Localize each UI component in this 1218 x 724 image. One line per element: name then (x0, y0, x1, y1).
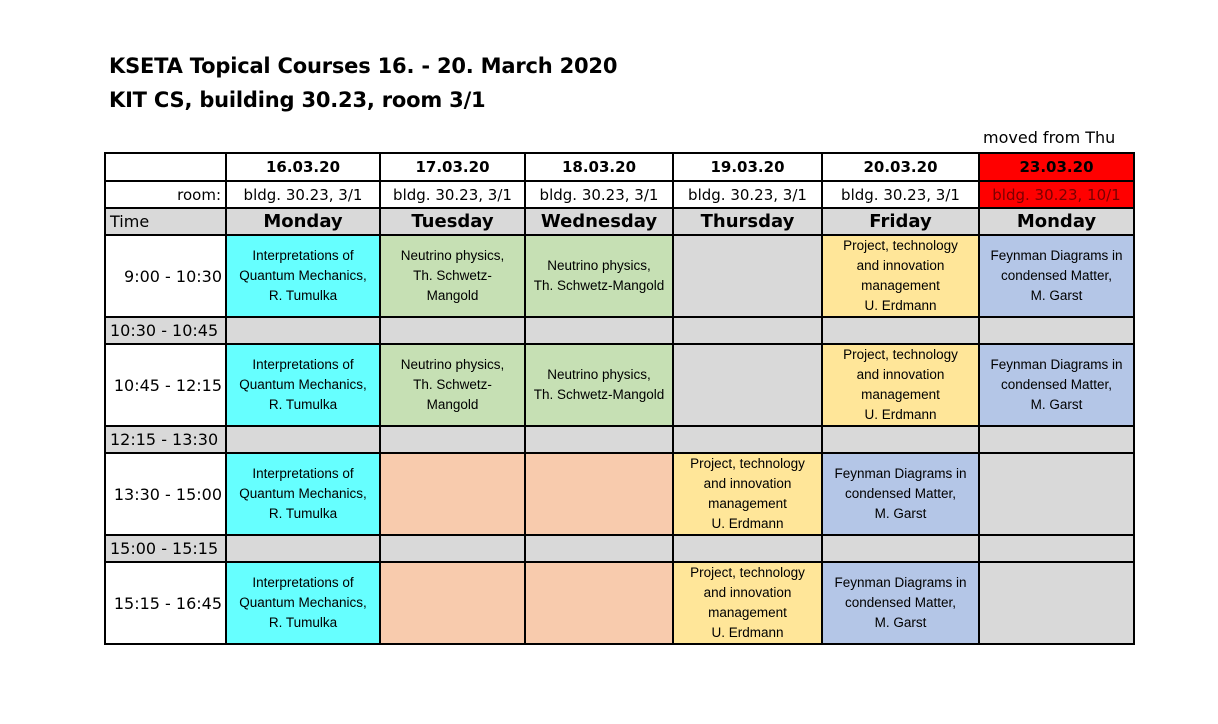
day-cell: Wednesday (525, 208, 673, 235)
course-neutrino: Neutrino physics, Th. Schwetz- Mangold (380, 235, 525, 317)
room-cell: bldg. 30.23, 3/1 (822, 181, 979, 208)
date-cell-moved: 23.03.20 (979, 153, 1134, 181)
day-cell: Monday (979, 208, 1134, 235)
course-interpretations: Interpretations of Quantum Mechanics, R. Tumulka (226, 235, 380, 317)
break-cell (226, 535, 380, 562)
time-cell: 15:15 - 16:45 (105, 562, 226, 644)
time-cell: 13:30 - 15:00 (105, 453, 226, 535)
break-time-cell: 12:15 - 13:30 (105, 426, 226, 453)
break-time-cell: 15:00 - 15:15 (105, 535, 226, 562)
page-subtitle: KIT CS, building 30.23, room 3/1 (109, 88, 486, 112)
break-time-cell: 10:30 - 10:45 (105, 317, 226, 344)
course-neutrino: Neutrino physics, Th. Schwetz-Mangold (525, 235, 673, 317)
date-cell: 16.03.20 (226, 153, 380, 181)
course-interpretations: Interpretations of Quantum Mechanics, R. Tumulka (226, 344, 380, 426)
course-neutrino: Neutrino physics, Th. Schwetz- Mangold (380, 344, 525, 426)
break-cell (525, 535, 673, 562)
corner-cell (105, 153, 226, 181)
empty-cell (673, 235, 822, 317)
break-cell (226, 426, 380, 453)
course-feynman: Feynman Diagrams in condensed Matter, M. Garst (979, 344, 1134, 426)
date-cell: 20.03.20 (822, 153, 979, 181)
break-cell (822, 426, 979, 453)
break-cell (979, 317, 1134, 344)
break-row (105, 535, 1134, 562)
time-cell: 10:45 - 12:15 (105, 344, 226, 426)
slot-row (105, 453, 1134, 535)
break-cell (226, 317, 380, 344)
empty-cell (979, 453, 1134, 535)
slot-row (105, 235, 1134, 317)
break-cell (380, 317, 525, 344)
break-cell (673, 426, 822, 453)
room-cell: bldg. 30.23, 3/1 (380, 181, 525, 208)
break-cell (673, 317, 822, 344)
page-title: KSETA Topical Courses 16. - 20. March 2020 (109, 54, 618, 78)
break-cell (380, 426, 525, 453)
schedule-table (104, 152, 1135, 645)
course-feynman: Feynman Diagrams in condensed Matter, M. Garst (822, 453, 979, 535)
empty-cell (979, 562, 1134, 644)
course-interpretations: Interpretations of Quantum Mechanics, R. Tumulka (226, 562, 380, 644)
room-cell-moved: bldg. 30.23, 10/1 (979, 181, 1134, 208)
empty-cell (380, 453, 525, 535)
course-project: Project, technology and innovation management U. Erdmann (822, 235, 979, 317)
course-project: Project, technology and innovation management U. Erdmann (673, 453, 822, 535)
room-label: room: (105, 181, 226, 208)
course-neutrino: Neutrino physics, Th. Schwetz-Mangold (525, 344, 673, 426)
empty-cell (673, 344, 822, 426)
course-project: Project, technology and innovation management U. Erdmann (673, 562, 822, 644)
date-cell: 18.03.20 (525, 153, 673, 181)
empty-cell (380, 562, 525, 644)
day-cell: Monday (226, 208, 380, 235)
break-cell (525, 317, 673, 344)
slot-row (105, 562, 1134, 644)
date-cell: 17.03.20 (380, 153, 525, 181)
slot-row (105, 344, 1134, 426)
empty-cell (525, 562, 673, 644)
day-cell: Friday (822, 208, 979, 235)
break-cell (979, 535, 1134, 562)
break-cell (822, 317, 979, 344)
course-project: Project, technology and innovation management U. Erdmann (822, 344, 979, 426)
break-cell (979, 426, 1134, 453)
break-row (105, 426, 1134, 453)
break-cell (525, 426, 673, 453)
room-cell: bldg. 30.23, 3/1 (226, 181, 380, 208)
day-cell: Thursday (673, 208, 822, 235)
course-interpretations: Interpretations of Quantum Mechanics, R. Tumulka (226, 453, 380, 535)
time-cell: 9:00 - 10:30 (105, 235, 226, 317)
course-feynman: Feynman Diagrams in condensed Matter, M. Garst (822, 562, 979, 644)
break-cell (673, 535, 822, 562)
moved-note: moved from Thu (983, 128, 1116, 147)
break-cell (822, 535, 979, 562)
room-cell: bldg. 30.23, 3/1 (673, 181, 822, 208)
day-row (105, 208, 1134, 235)
empty-cell (525, 453, 673, 535)
room-cell: bldg. 30.23, 3/1 (525, 181, 673, 208)
break-row (105, 317, 1134, 344)
day-cell: Tuesday (380, 208, 525, 235)
date-cell: 19.03.20 (673, 153, 822, 181)
date-row (105, 153, 1134, 181)
time-header: Time (105, 208, 226, 235)
course-feynman: Feynman Diagrams in condensed Matter, M. Garst (979, 235, 1134, 317)
break-cell (380, 535, 525, 562)
room-row (105, 181, 1134, 208)
